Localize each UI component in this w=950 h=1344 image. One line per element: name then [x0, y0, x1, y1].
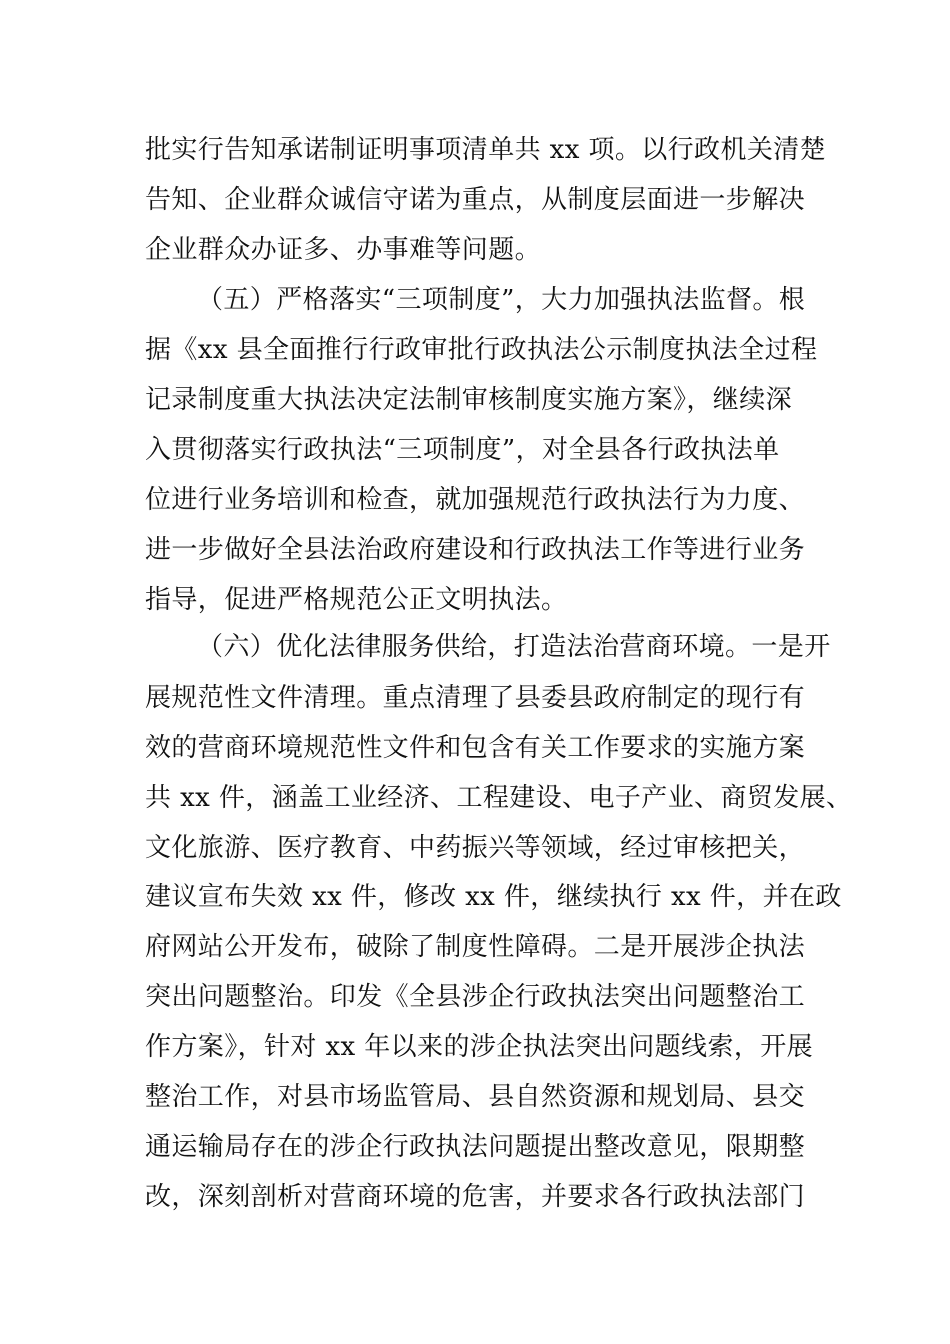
text-line: 展规范性文件清理。重点清理了县委县政府制定的现行有 — [145, 683, 806, 713]
text-line: 作方案》，针对 xx 年以来的涉企执法突出问题线索，开展 — [145, 1032, 814, 1062]
text-line: 建议宣布失效 xx 件，修改 xx 件，继续执行 xx 件，并在政 — [145, 882, 842, 912]
paragraph-heading-line: （六）优化法律服务供给，打造法治营商环境。一是开 — [197, 632, 831, 662]
text-line: 效的营商环境规范性文件和包含有关工作要求的实施方案 — [145, 733, 806, 763]
text-line: 位进行业务培训和检查，就加强规范行政执法行为力度、 — [145, 485, 806, 515]
text-line: 府网站公开发布，破除了制度性障碍。二是开展涉企执法 — [145, 932, 806, 962]
text-line: 记录制度重大执法决定法制审核制度实施方案》，继续深 — [145, 385, 793, 415]
text-line: 据《xx 县全面推行行政审批行政执法公示制度执法全过程 — [145, 335, 818, 365]
text-line: 入贯彻落实行政执法“三项制度”，对全县各行政执法单 — [145, 435, 780, 465]
text-line: 指导，促进严格规范公正文明执法。 — [145, 585, 568, 615]
text-line: 改，深刻剖析对营商环境的危害，并要求各行政执法部门 — [145, 1182, 806, 1212]
text-line: 企业群众办证多、办事难等问题。 — [145, 235, 542, 265]
text-line: 突出问题整治。印发《全县涉企行政执法突出问题整治工 — [145, 982, 806, 1012]
text-line: 进一步做好全县法治政府建设和行政执法工作等进行业务 — [145, 535, 806, 565]
text-line: 通运输局存在的涉企行政执法问题提出整改意见，限期整 — [145, 1132, 806, 1162]
text-line: 整治工作，对县市场监管局、县自然资源和规划局、县交 — [145, 1082, 806, 1112]
paragraph-heading-line: （五）严格落实“三项制度”，大力加强执法监督。根 — [197, 285, 806, 315]
text-line: 共 xx 件，涵盖工业经济、工程建设、电子产业、商贸发展、 — [145, 783, 853, 813]
text-line: 告知、企业群众诚信守诺为重点，从制度层面进一步解决 — [145, 185, 806, 215]
text-line: 文化旅游、医疗教育、中药振兴等领域，经过审核把关， — [145, 833, 806, 863]
text-line: 批实行告知承诺制证明事项清单共 xx 项。以行政机关清楚 — [145, 135, 827, 165]
